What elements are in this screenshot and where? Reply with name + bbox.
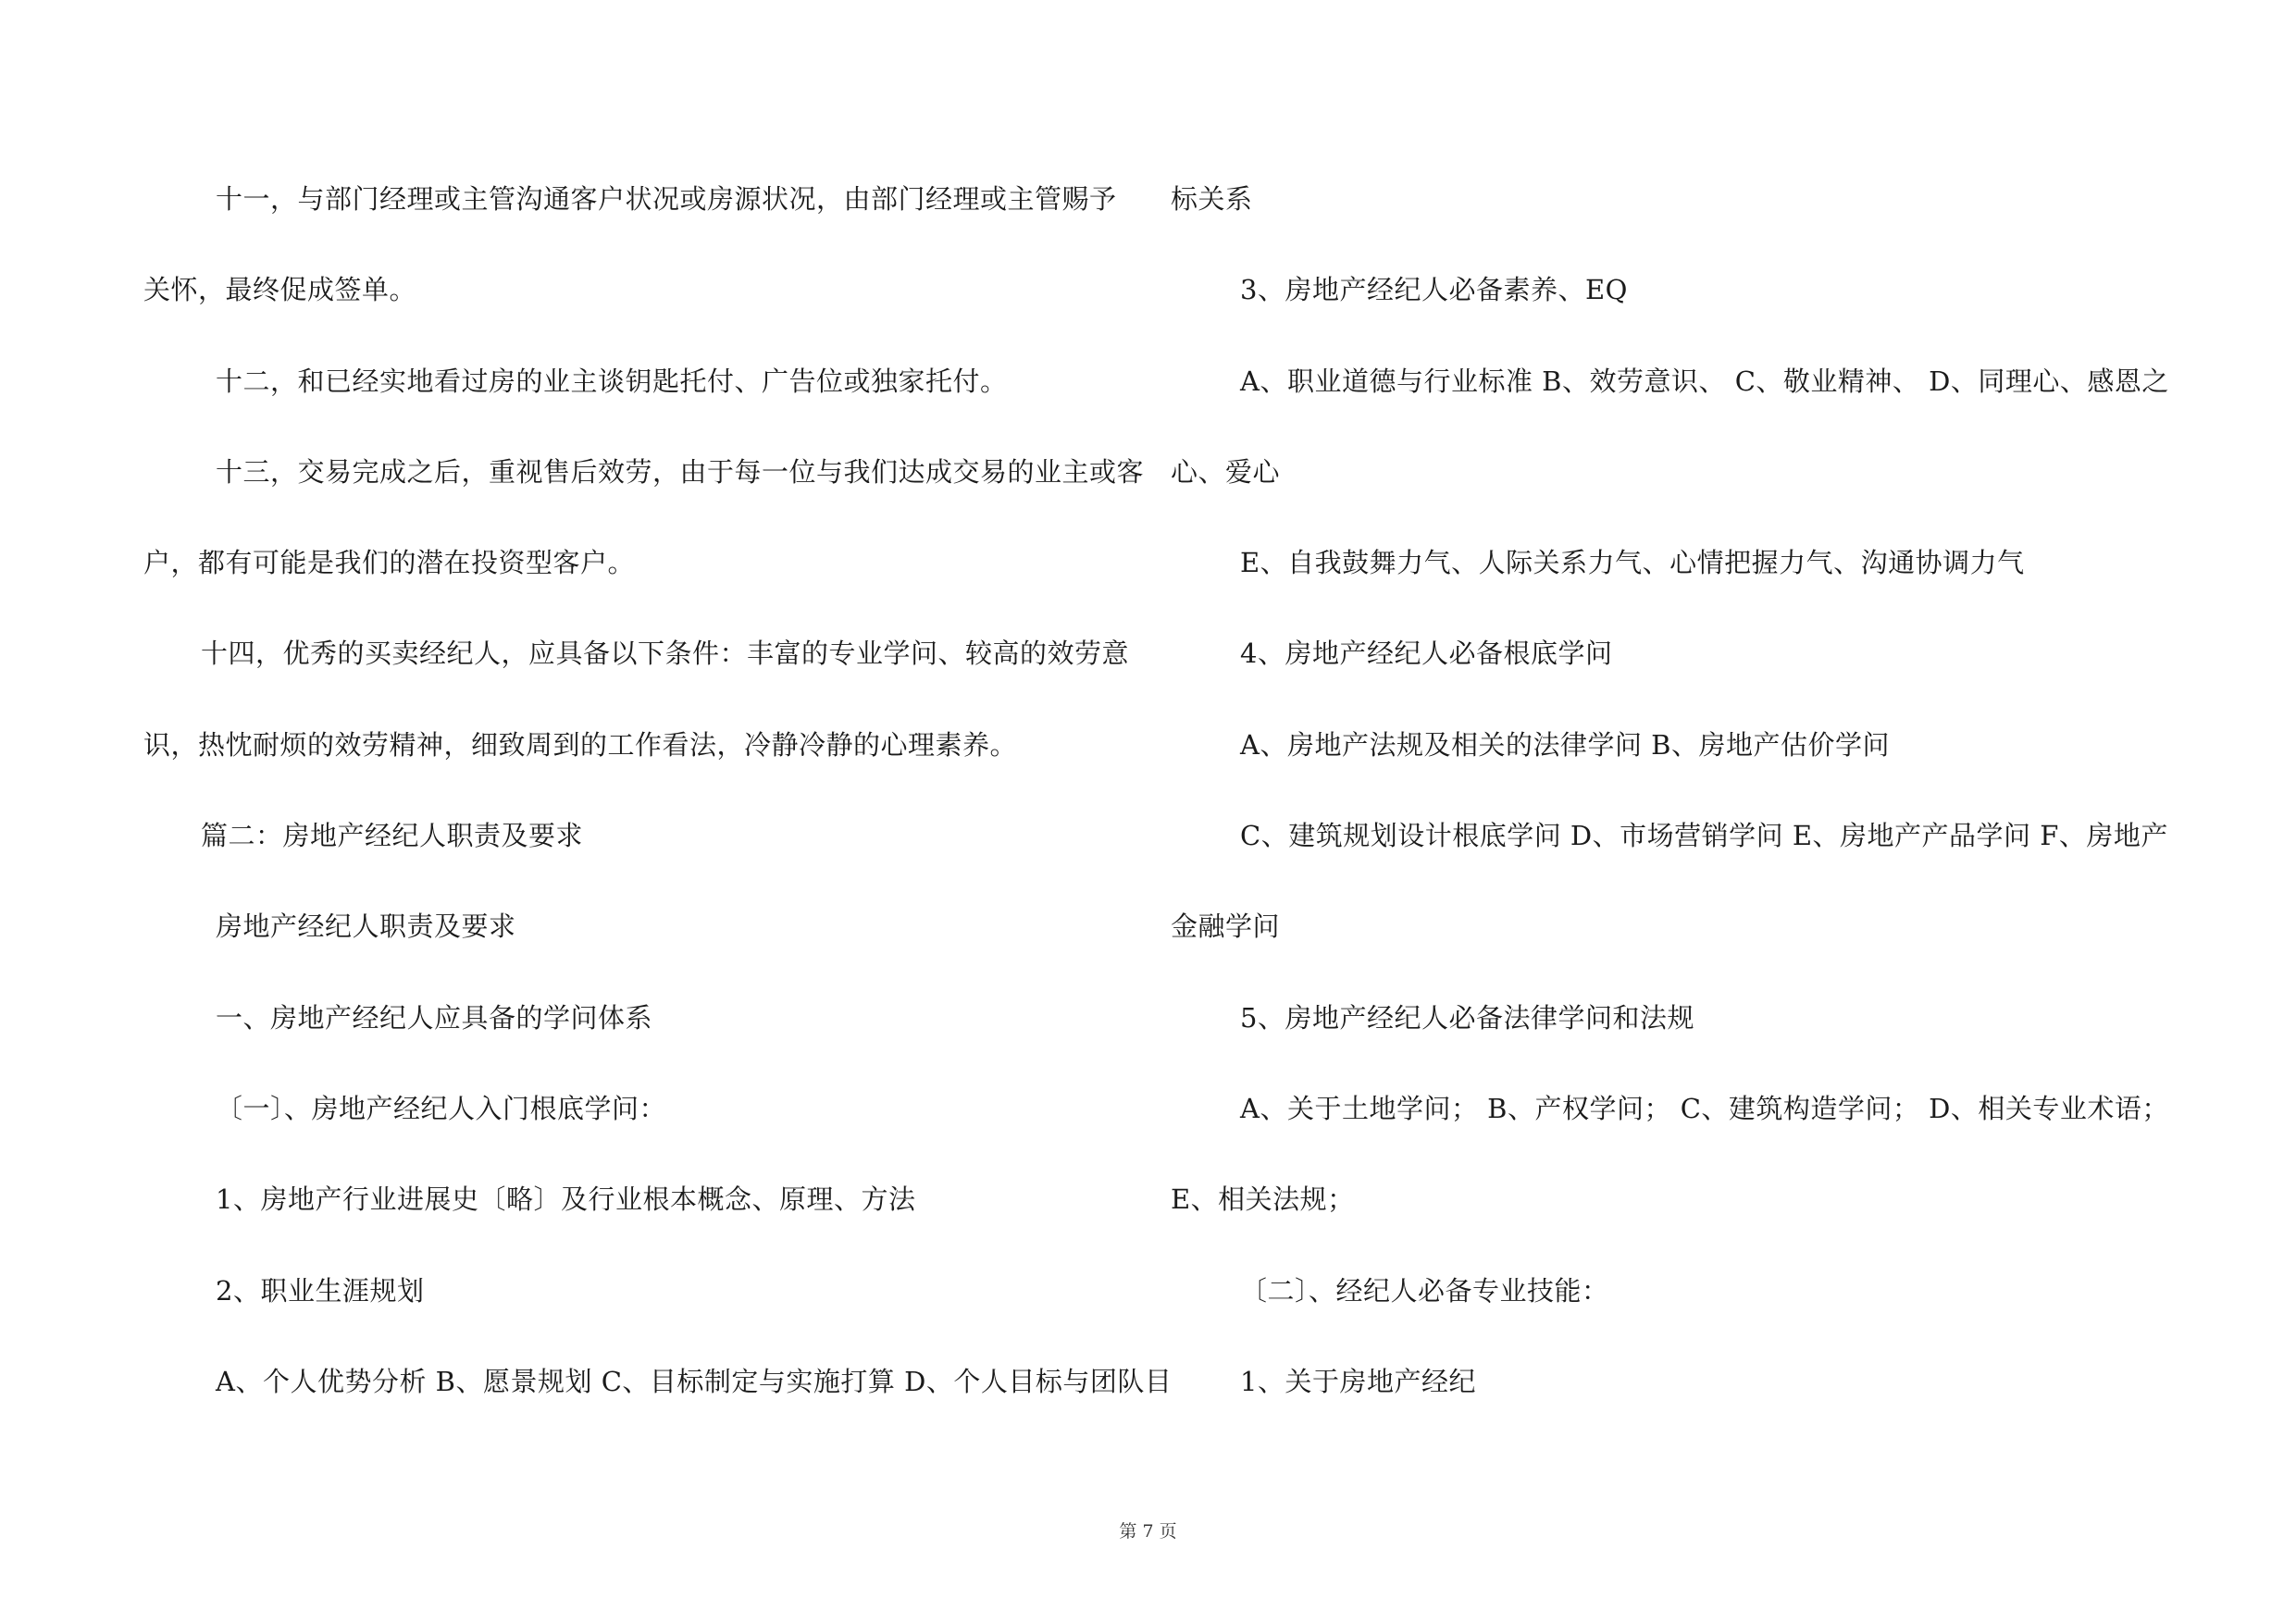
- list-item: A、关于土地学问； B、产权学问； C、建筑构造学问； D、相关专业术语；: [1240, 1092, 2169, 1124]
- list-item: 2、职业生涯规划: [216, 1274, 425, 1307]
- list-item: 1、房地产行业进展史〔略〕及行业根本概念、原理、方法: [216, 1183, 916, 1216]
- section-heading: 一、房地产经纪人应具备的学问体系: [216, 1001, 653, 1034]
- list-item: C、建筑规划设计根底学问 D、市场营销学问 E、房地产产品学问 F、房地产: [1240, 820, 2168, 852]
- paragraph-line: 十二，和已经实地看过房的业主谈钥匙托付、广告位或独家托付。: [216, 365, 1008, 397]
- paragraph-line: 户，都有可能是我们的潜在投资型客户。: [143, 547, 636, 579]
- paragraph-line: 关怀，最终促成签单。: [143, 274, 417, 306]
- list-item: A、个人优势分析 B、愿景规划 C、目标制定与实施打算 D、个人目标与团队目: [216, 1365, 1173, 1397]
- page-number: 第 7 页: [1119, 1521, 1177, 1542]
- paragraph-line: 识，热忱耐烦的效劳精神，细致周到的工作看法，冷静冷静的心理素养。: [143, 728, 1018, 761]
- paragraph-line: 金融学问: [1171, 911, 1281, 943]
- list-item: 5、房地产经纪人必备法律学问和法规: [1240, 1001, 1694, 1034]
- paragraph-line: 十四，优秀的买卖经纪人，应具备以下条件：丰富的专业学问、较高的效劳意: [201, 638, 1130, 670]
- section-heading: 篇二：房地产经纪人职责及要求: [201, 820, 584, 852]
- paragraph-line: 标关系: [1171, 183, 1253, 215]
- list-item: E、自我鼓舞力气、人际关系力气、心情把握力气、沟通协调力气: [1240, 547, 2025, 579]
- list-item: 1、关于房地产经纪: [1240, 1365, 1476, 1397]
- paragraph-line: 十一，与部门经理或主管沟通客户状况或房源状况，由部门经理或主管赐予: [216, 183, 1117, 215]
- left-column: [143, 185, 1171, 1458]
- right-column: [1171, 185, 2179, 1458]
- subsection-heading: 〔二〕、经纪人必备专业技能：: [1240, 1274, 1609, 1307]
- paragraph-line: E、相关法规；: [1171, 1183, 1355, 1216]
- list-item: A、职业道德与行业标准 B、效劳意识、 C、敬业精神、 D、同理心、感恩之: [1240, 365, 2169, 397]
- list-item: 4、房地产经纪人必备根底学问: [1240, 638, 1613, 670]
- list-item: 3、房地产经纪人必备素养、EQ: [1240, 274, 1628, 306]
- list-item: A、房地产法规及相关的法律学问 B、房地产估价学问: [1240, 728, 1890, 761]
- document-title: 房地产经纪人职责及要求: [216, 911, 516, 943]
- paragraph-line: 十三，交易完成之后，重视售后效劳，由于每一位与我们达成交易的业主或客: [216, 455, 1145, 488]
- subsection-heading: 〔一〕、房地产经纪人入门根底学问：: [216, 1092, 667, 1124]
- paragraph-line: 心、爱心: [1171, 455, 1281, 488]
